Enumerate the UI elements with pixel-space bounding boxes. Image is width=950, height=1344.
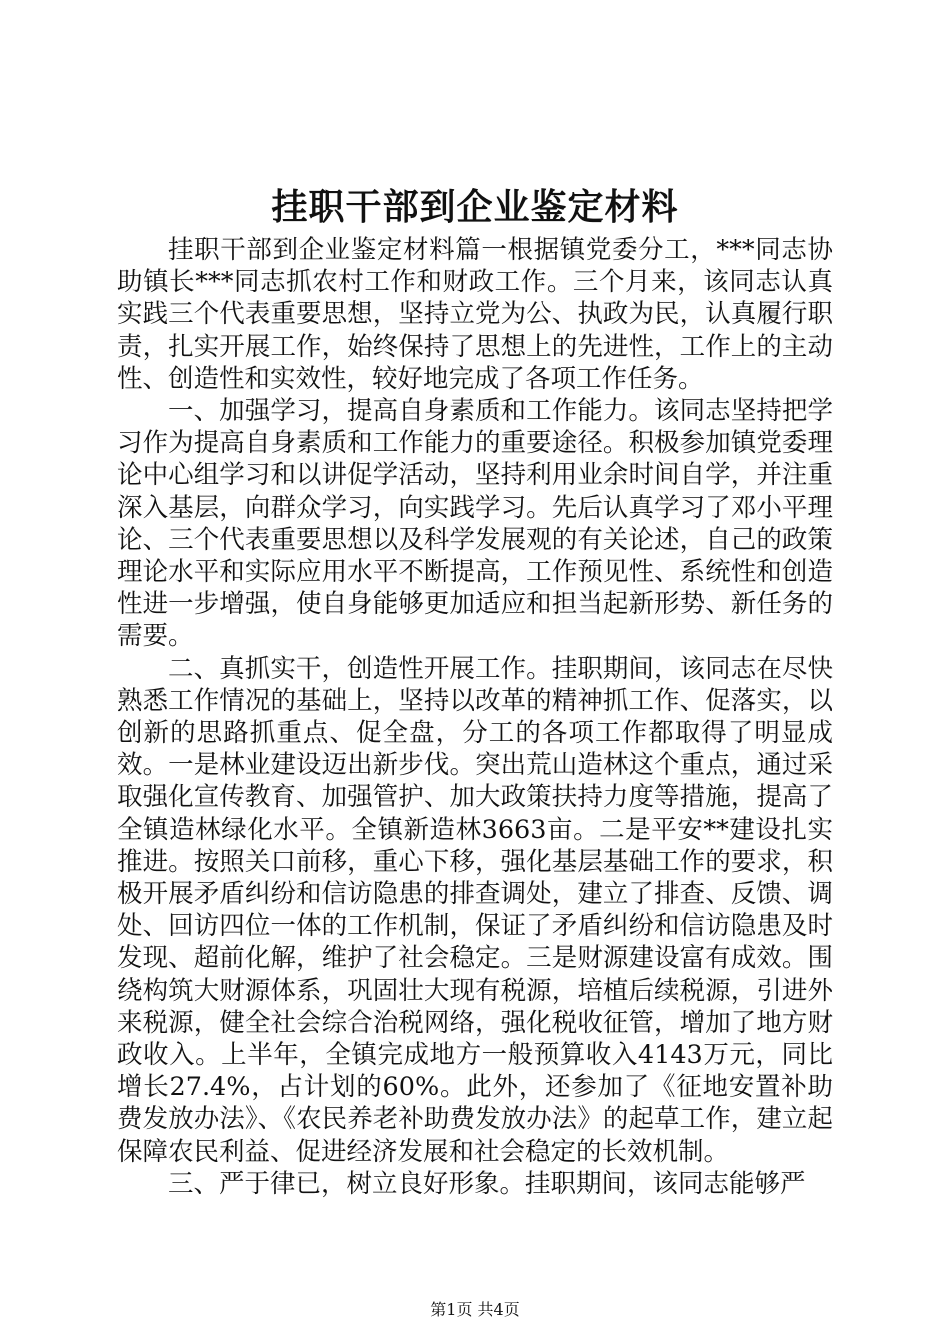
document-title: 挂职干部到企业鉴定材料	[271, 187, 679, 228]
paragraph-section-1: 一、加强学习，提高自身素质和工作能力。该同志坚持把学习作为提高自身素质和工作能力的重要途径。积极参加镇党委理论中心组学习和以讲促学活动，坚持利用业余时间自学，并注重深入基层，向群众学习，向实践学习。先后认真学习了邓小平理论、三个代表重要思想以及科学发展观的有关论述，自己的政策理论水平和实际应用水平不断提高，工作预见性、系统性和创造性进一步增强，使自身能够更加适应和担当起新形势、新任务的需要。	[117, 396, 833, 652]
page-footer: 第1页 共4页	[430, 1300, 520, 1319]
paragraph-section-2: 二、真抓实干，创造性开展工作。挂职期间，该同志在尽快熟悉工作情况的基础上，坚持以改革的精神抓工作、促落实，以创新的思路抓重点、促全盘，分工的各项工作都取得了明显成效。一是林业建设迈出新步伐。突出荒山造林这个重点，通过采取强化宣传教育、加强管护、加大政策扶持力度等措施，提高了全镇造林绿化水平。全镇新造林3663亩。二是平安**建设扎实推进。按照关口前移，重心下移，强化基层基础工作的要求，积极开展矛盾纠纷和信访隐患的排查调处，建立了排查、反馈、调处、回访四位一体的工作机制，保证了矛盾纠纷和信访隐患及时发现、超前化解，维护了社会稳定。三是财源建设富有成效。围绕构筑大财源体系，巩固壮大现有税源，培植后续税源，引进外来税源，健全社会综合治税网络，强化税收征管，增加了地方财政收入。上半年，全镇完成地方一般预算收入4143万元，同比增长27.4%，占计划的60%。此外，还参加了《征地安置补助费发放办法》、《农民养老补助费发放办法》的起草工作，建立起保障农民利益、促进经济发展和社会稳定的长效机制。	[117, 653, 833, 1167]
paragraph-intro: 挂职干部到企业鉴定材料篇一根据镇党委分工，***同志协助镇长***同志抓农村工作和财政工作。三个月来，该同志认真实践三个代表重要思想，坚持立党为公、执政为民，认真履行职责，扎实开展工作，始终保持了思想上的先进性，工作上的主动性、创造性和实效性，较好地完成了各项工作任务。	[117, 235, 833, 394]
document-body	[117, 234, 833, 1200]
paragraph-section-3: 三、严于律已，树立良好形象。挂职期间，该同志能够严	[168, 1168, 806, 1199]
